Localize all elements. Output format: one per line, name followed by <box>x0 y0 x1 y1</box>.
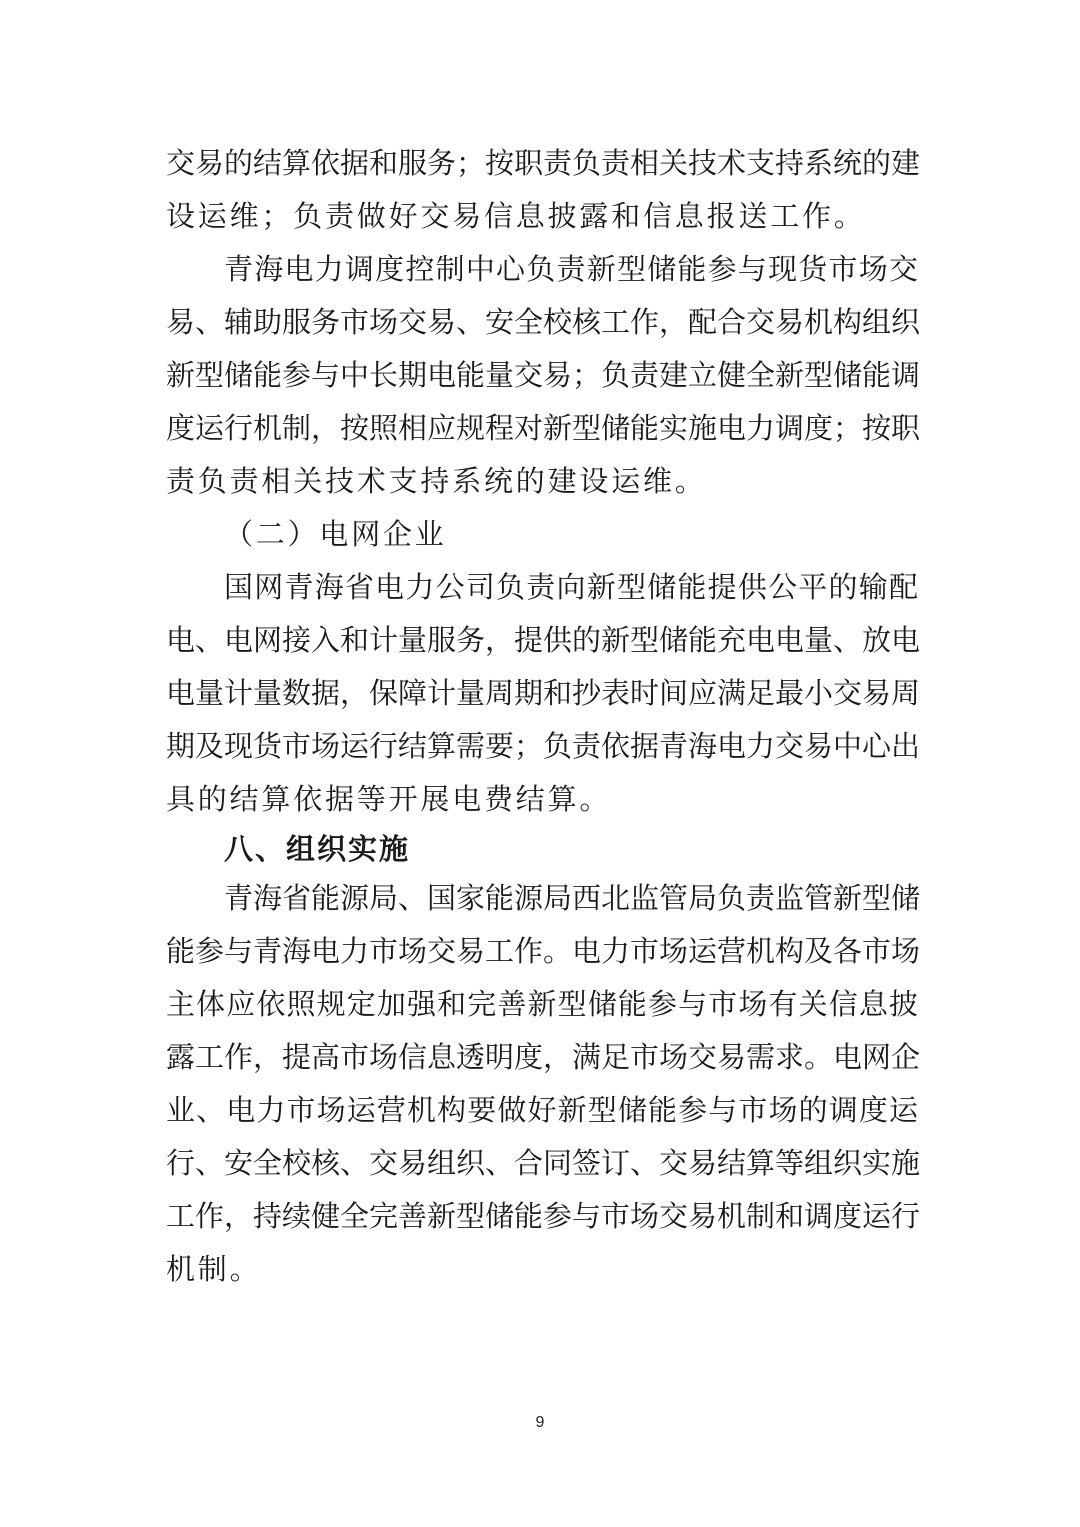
paragraph-line: 国网青海省电力公司负责向新型储能提供公平的输配 <box>224 570 918 604</box>
paragraph-line: 责负责相关技术支持系统的建设运维。 <box>166 464 707 498</box>
section-heading: 八、组织实施 <box>224 832 411 866</box>
paragraph-line: 主体应依照规定加强和完善新型储能参与市场有关信息披 <box>166 987 918 1021</box>
paragraph-line: 工作，持续健全完善新型储能参与市场交易机制和调度运行 <box>166 1199 921 1233</box>
paragraph-line: 期及现货市场运行结算需要；负责依据青海电力交易中心出 <box>166 729 921 763</box>
paragraph-line: 设运维；负责做好交易信息披露和信息报送工作。 <box>166 199 866 233</box>
page-number: 9 <box>535 1414 545 1431</box>
paragraph-line: 新型储能参与中长期电能量交易；负责建立健全新型储能调 <box>166 358 921 392</box>
paragraph-line: 交易的结算依据和服务；按职责负责相关技术支持系统的建 <box>166 146 921 180</box>
paragraph-line: 度运行机制，按照相应规程对新型储能实施电力调度；按职 <box>166 411 921 445</box>
paragraph-line: 青海电力调度控制中心负责新型储能参与现货市场交 <box>224 252 918 286</box>
paragraph-line: 青海省能源局、国家能源局西北监管局负责监管新型储 <box>224 881 921 915</box>
paragraph-line: 能参与青海电力市场交易工作。电力市场运营机构及各市场 <box>166 934 921 968</box>
paragraph-line: 具的结算依据等开展电费结算。 <box>166 782 612 816</box>
paragraph-line: 行、安全校核、交易组织、合同签订、交易结算等组织实施 <box>166 1146 921 1180</box>
paragraph-line: 电量计量数据，保障计量周期和抄表时间应满足最小交易周 <box>166 676 921 710</box>
paragraph-line: 露工作，提高市场信息透明度，满足市场交易需求。电网企 <box>166 1040 921 1074</box>
paragraph-line: 电、电网接入和计量服务，提供的新型储能充电电量、放电 <box>166 623 921 657</box>
paragraph-line: 业、电力市场运营机构要做好新型储能参与市场的调度运 <box>166 1093 918 1127</box>
section-subheading: （二）电网企业 <box>224 517 447 551</box>
paragraph-line: 易、辅助服务市场交易、安全校核工作，配合交易机构组织 <box>166 305 921 339</box>
paragraph-line: 机制。 <box>166 1252 262 1286</box>
